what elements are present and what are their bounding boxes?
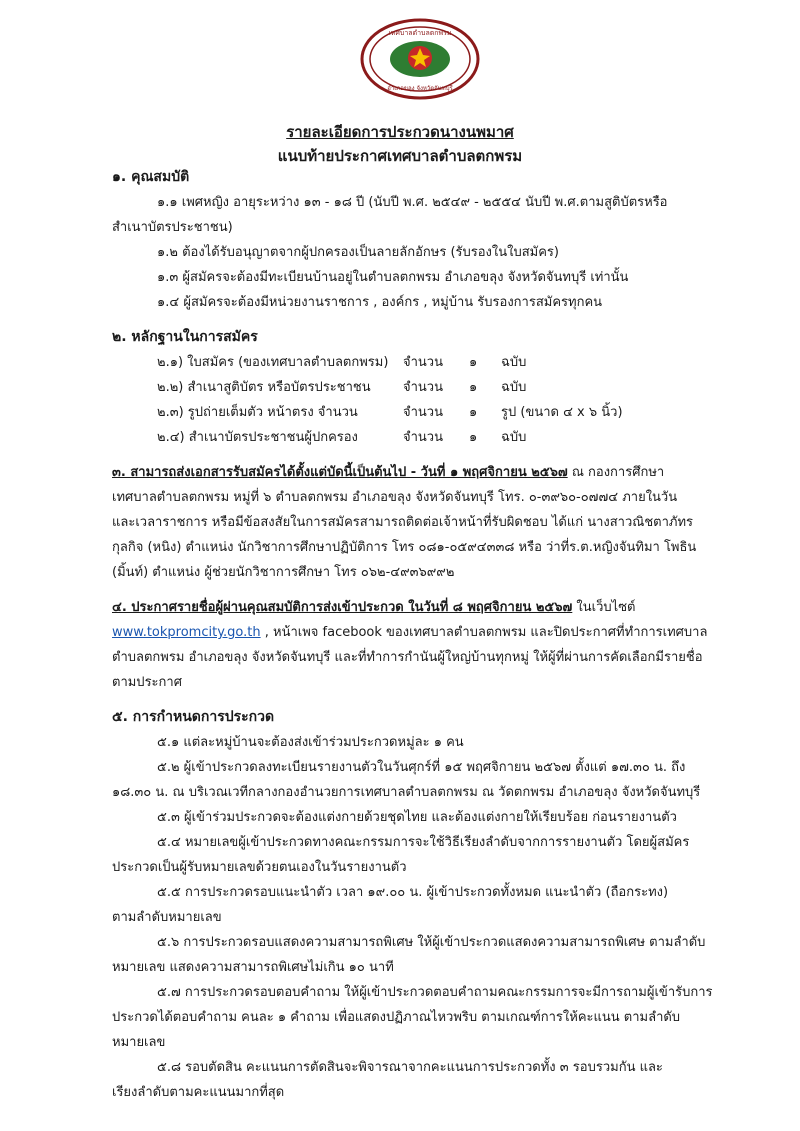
s3-heading: ๓. สามารถส่งเอกสารรับสมัครได้ตั้งแต่บัดนี้เป็นต้นไป - วันที่ ๑ พฤศจิกายน ๒๕๖๗ — [112, 465, 568, 480]
s3-line-5: (มิ้นท์) ตำแหน่ง ผู้ช่วยนักวิชาการศึกษา โทร ๐๖๒-๔๙๓๖๙๙๒ — [112, 565, 455, 580]
s5-item-5-line-2: ตามลำดับหมายเลข — [112, 910, 222, 925]
s5-item-3: ๕.๓ ผู้เข้าร่วมประกวดจะต้องแต่งกายด้วยชุดไทย และต้องแต่งกายให้เรียบร้อย ก่อนรายงานตัว — [157, 810, 677, 825]
doc-name: ๒.๒) สำเนาสูติบัตร หรือบัตรประชาชน — [157, 380, 371, 395]
doc-unit: ฉบับ — [501, 430, 527, 445]
doc-qty-label: จำนวน — [403, 380, 443, 395]
doc-qty: ๑ — [469, 430, 478, 445]
s5-item-8-line-2: เรียงลำดับตามคะแนนมากที่สุด — [112, 1085, 285, 1100]
s4-line-1 — [112, 595, 790, 620]
doc-qty-label: จำนวน — [403, 405, 443, 420]
s4-line-3: ตำบลตกพรม อำเภอขลุง จังหวัดจันทบุรี และที่ทำการกำนันผู้ใหญ่บ้านทุกหมู่ ให้ผู้ที่ผ่านการคัดเลือกมีรายชื่อ — [112, 650, 703, 665]
doc-unit: ฉบับ — [501, 380, 527, 395]
s5-item-5-line-1: ๕.๕ การประกวดรอบแนะนำตัว เวลา ๑๙.๐๐ น. ผู้เข้าประกวดทั้งหมด แนะนำตัว (ถือกระทง) — [157, 885, 669, 900]
s5-item-7-line-1: ๕.๗ การประกวดรอบตอบคำถาม ให้ผู้เข้าประกวดตอบคำถามคณะกรรมการจะมีการถามผู้เข้ารับการ — [157, 985, 713, 1000]
document-row — [112, 425, 790, 450]
s1-item-3: ๑.๓ ผู้สมัครจะต้องมีทะเบียนบ้านอยู่ในตำบลตกพรม อำเภอขลุง จังหวัดจันทบุรี เท่านั้น — [157, 270, 629, 285]
doc-unit: รูป (ขนาด ๔ x ๖ นิ้ว) — [501, 405, 623, 420]
doc-qty-label: จำนวน — [403, 430, 443, 445]
section-2-heading: ๒. หลักฐานในการสมัคร — [112, 329, 258, 345]
s3-line-1 — [112, 460, 790, 485]
section-5-heading: ๕. การกำหนดการประกวด — [112, 709, 275, 725]
s5-item-8-line-1: ๕.๘ รอบตัดสิน คะแนนการตัดสินจะพิจารณาจากคะแนนการประกวดทั้ง ๓ รอบรวมกัน และ — [157, 1060, 663, 1075]
doc-name: ๒.๔) สำเนาบัตรประชาชนผู้ปกครอง — [157, 430, 358, 445]
document-row — [112, 400, 790, 425]
s1-item-1-line-1: ๑.๑ เพศหญิง อายุระหว่าง ๑๓ - ๑๘ ปี (นับปี พ.ศ. ๒๕๔๙ - ๒๕๕๔ นับปี พ.ศ.ตามสูติบัตรหรือ — [157, 195, 668, 210]
doc-name: ๒.๑) ใบสมัคร (ของเทศบาลตำบลตกพรม) — [157, 355, 389, 370]
s5-item-6-line-2: หมายเลข แสดงความสามารถพิเศษไม่เกิน ๑๐ นาที — [112, 960, 394, 975]
s5-item-2-line-1: ๕.๒ ผู้เข้าประกวดลงทะเบียนรายงานตัวในวันศุกร์ที่ ๑๕ พฤศจิกายน ๒๕๖๗ ตั้งแต่ ๑๗.๓๐ น. ถึง — [157, 760, 686, 775]
s5-item-7-line-3: หมายเลข — [112, 1035, 166, 1050]
document-row — [112, 350, 790, 375]
s4-line-2-tail: , หน้าเพจ facebook ของเทศบาลตำบลตกพรม และปิดประกาศที่ทำการเทศบาล — [260, 625, 708, 640]
s3-line-2: เทศบาลตำบลตกพรม หมู่ที่ ๖ ตำบลตกพรม อำเภอขลุง จังหวัดจันทบุรี โทร. ๐-๓๙๖๐-๐๗๗๔ ภายในวัน — [112, 490, 678, 505]
s4-line-1-tail: ในเว็บไซต์ — [572, 600, 636, 615]
s4-line-4: ตามประกาศ — [112, 675, 182, 690]
s4-line-2 — [112, 620, 790, 645]
doc-qty: ๑ — [469, 405, 478, 420]
svg-text:อำเภอขลุง จังหวัดจันทบุรี: อำเภอขลุง จังหวัดจันทบุรี — [387, 85, 453, 92]
s3-line-1-tail: ณ กองการศึกษา — [567, 465, 665, 480]
s1-item-1-line-2: สำเนาบัตรประชาชน) — [112, 220, 233, 235]
municipality-seal-logo — [360, 18, 480, 100]
document-title: รายละเอียดการประกวดนางนพมาศ — [286, 123, 514, 141]
doc-qty: ๑ — [469, 355, 478, 370]
website-link[interactable]: www.tokpromcity.go.th — [112, 625, 261, 640]
s5-item-4-line-1: ๕.๔ หมายเลขผู้เข้าประกวดทางคณะกรรมการจะใช้วิธีเรียงลำดับจากการรายงานตัว โดยผู้สมัคร — [157, 835, 690, 850]
doc-qty: ๑ — [469, 380, 478, 395]
s5-item-6-line-1: ๕.๖ การประกวดรอบแสดงความสามารถพิเศษ ให้ผู้เข้าประกวดแสดงความสามารถพิเศษ ตามลำดับ — [157, 935, 706, 950]
s5-item-2-line-2: ๑๘.๓๐ น. ณ บริเวณเวทีกลางกองอำนวยการเทศบาลตำบลตกพรม ณ วัดตกพรม อำเภอขลุง จังหวัดจันทบุรี — [112, 785, 701, 800]
section-1-heading: ๑. คุณสมบัติ — [112, 169, 190, 185]
s5-item-1: ๕.๑ แต่ละหมู่บ้านจะต้องส่งเข้าร่วมประกวดหมู่ละ ๑ คน — [157, 735, 464, 750]
s3-line-4: กุลกิจ (หนิง) ตำแหน่ง นักวิชาการศึกษาปฏิบัติการ โทร ๐๘๑-๐๕๙๔๓๓๘ หรือ ว่าที่ร.ต.หญิงจันทิมา โพธิน — [112, 540, 697, 555]
svg-text:เทศบาลตำบลตกพรม: เทศบาลตำบลตกพรม — [388, 29, 452, 37]
doc-name: ๒.๓) รูปถ่ายเต็มตัว หน้าตรง จำนวน — [157, 405, 358, 420]
document-row — [112, 375, 790, 400]
document-body — [112, 165, 790, 1105]
s1-item-4: ๑.๔ ผู้สมัครจะต้องมีหน่วยงานราชการ , องค์กร , หมู่บ้าน รับรองการสมัครทุกคน — [157, 295, 603, 310]
document-subtitle: แนบท้ายประกาศเทศบาลตำบลตกพรม — [277, 147, 523, 165]
s5-item-4-line-2: ประกวดเป็นผู้รับหมายเลขด้วยตนเองในวันรายงานตัว — [112, 860, 407, 875]
s4-heading: ๔. ประกาศรายชื่อผู้ผ่านคุณสมบัติการส่งเข้าประกวด ในวันที่ ๘ พฤศจิกายน ๒๕๖๗ — [112, 600, 573, 615]
doc-unit: ฉบับ — [501, 355, 527, 370]
s1-item-2: ๑.๒ ต้องได้รับอนุญาตจากผู้ปกครองเป็นลายลักอักษร (รับรองในใบสมัคร) — [157, 245, 559, 260]
s3-line-3: และเวลาราชการ หรือมีข้อสงสัยในการสมัครสามารถติดต่อเจ้าหน้าที่รับผิดชอบ ได้แก่ นางสาวณิชตาภัทร — [112, 515, 694, 530]
doc-qty-label: จำนวน — [403, 355, 443, 370]
s5-item-7-line-2: ประกวดได้ตอบคำถาม คนละ ๑ คำถาม เพื่อแสดงปฏิภาณไหวพริบ ตามเกณฑ์การให้คะแนน ตามลำดับ — [112, 1010, 681, 1025]
